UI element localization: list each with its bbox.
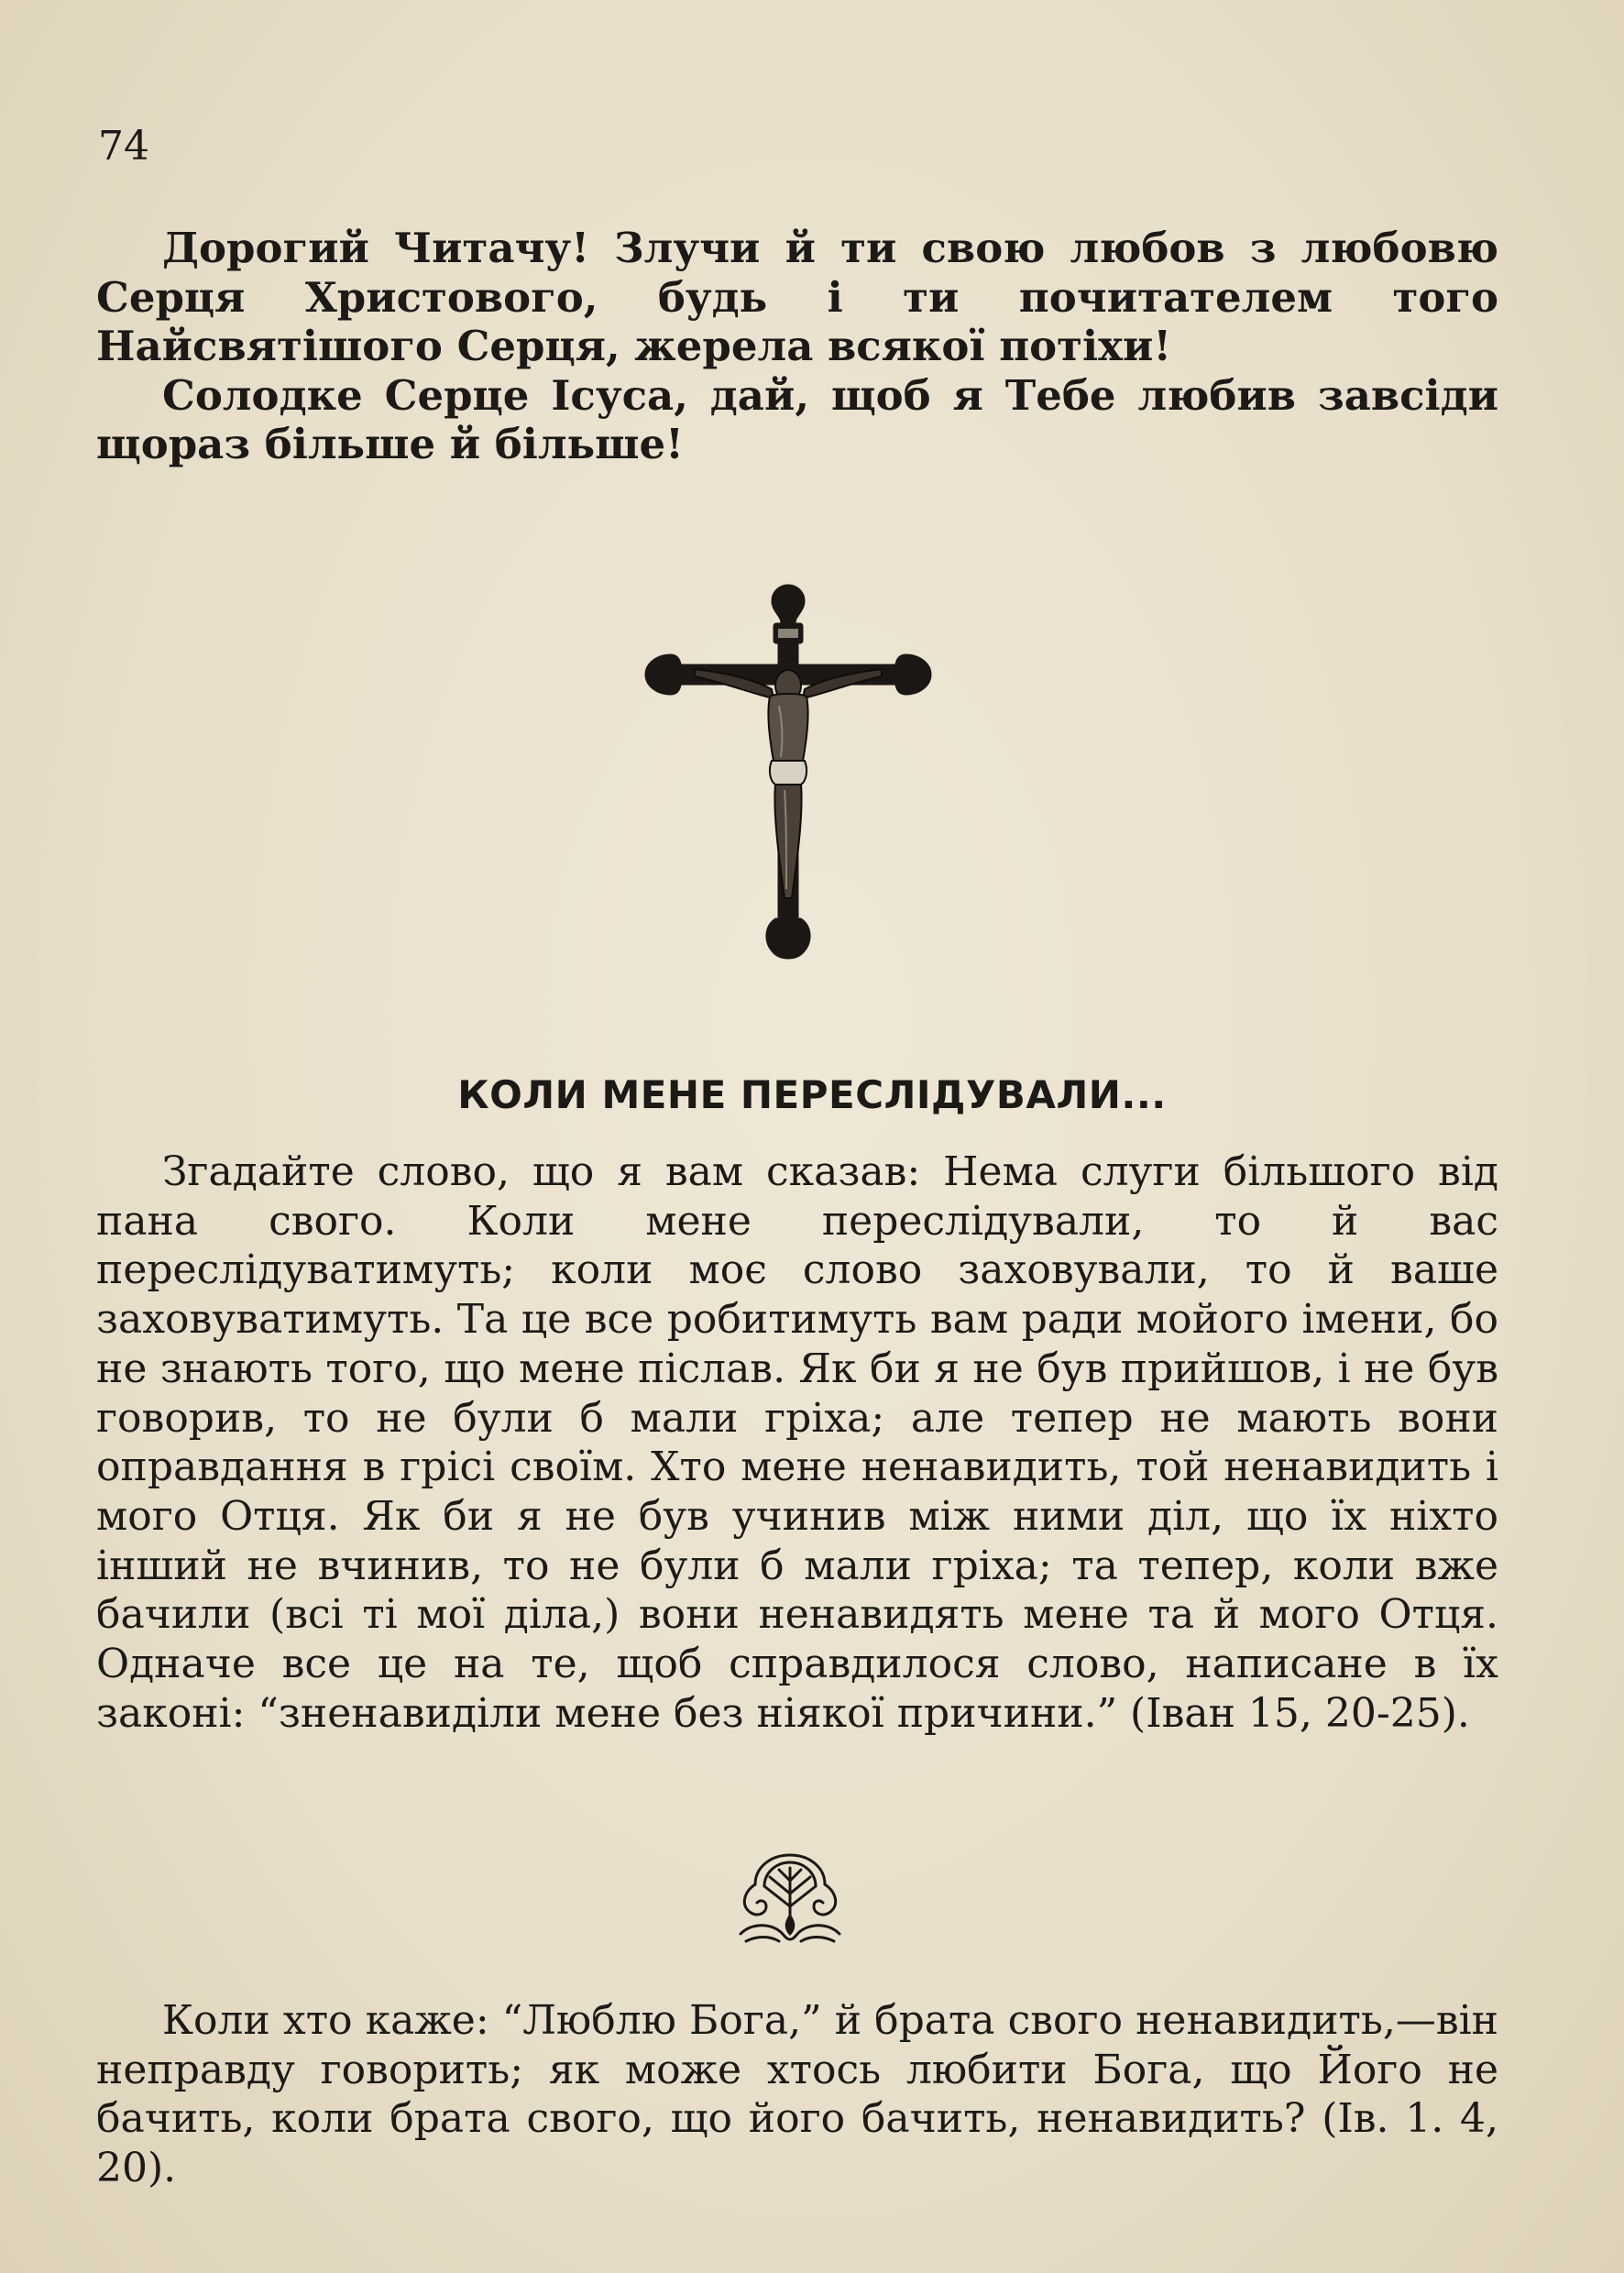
- page-number: 74: [98, 123, 149, 170]
- closing-quote: [96, 1996, 1498, 2193]
- section-heading: КОЛИ МЕНЕ ПЕРЕСЛІДУВАЛИ...: [457, 1072, 1167, 1117]
- scripture-paragraph: Згадайте слово, що я вам сказав: Нема слуги більшого від пана свого. Коли мене переслідували, то й вас переслідуватимуть; коли моє слово заховували, то й ваше заховуватимуть. Та це все робитимуть вам ради мойого імени, бо не знають того, що мене післав. Як би я не був прийшов, і не був говорив, то не були б мали гріха; але тепер не мають вони оправдання в грісі своїм. Хто мене ненавидить, той ненавидить і мого Отця. Як би я не був учинив між ними діл, що їх ніхто інший не вчинив, то не були б мали гріха; та тепер, коли вже бачили (всі ті мої діла,) вони ненавидять мене та й мого Отця. Одначе все це на те, щоб справдилося слово, написане в їх законі: “зненавиділи мене без ніякої причини.” (Іван 15, 20-25).: [96, 1148, 1498, 1737]
- scripture-passage: [96, 1147, 1498, 1738]
- fleur-de-lis-ornament-icon: [733, 1850, 847, 1949]
- crucifix-icon: [642, 577, 935, 972]
- intro-text: [96, 224, 1498, 469]
- intro-paragraph: Солодке Серце Ісуса, дай, щоб я Тебе любив завсіди щораз більше й більше!: [96, 370, 1498, 468]
- intro-paragraph: Дорогий Читачу! Злучи й ти свою любов з любовю Серця Христового, будь і ти почитателем того Найсвятішого Серця, жерела всякої потіхи!: [96, 224, 1498, 370]
- closing-paragraph: Коли хто каже: “Люблю Бога,” й брата свого ненавидить,—він неправду говорить; як може хтось любити Бога, що Його не бачить, коли брата свого, що його бачить, ненавидить? (Ів. 1. 4, 20).: [96, 1997, 1498, 2192]
